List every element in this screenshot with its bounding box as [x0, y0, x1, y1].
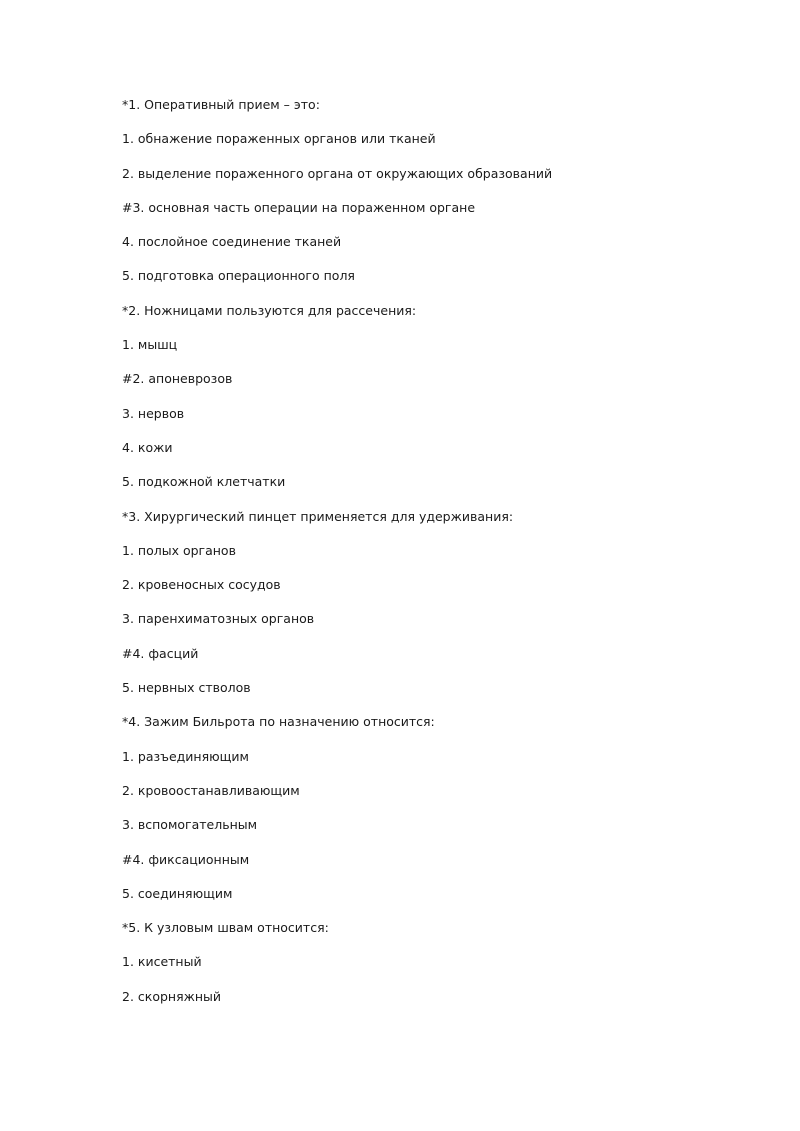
answer-option: 1. мышц [122, 337, 178, 353]
answer-option: 1. кисетный [122, 954, 202, 970]
answer-option-correct: #4. фасций [122, 645, 199, 661]
answer-option-correct: #2. апоневрозов [122, 371, 233, 387]
answer-option: 1. разъединяющим [122, 748, 249, 764]
answer-option: 2. кровоостанавливающим [122, 782, 300, 798]
answer-option: 4. послойное соединение тканей [122, 234, 342, 250]
answer-option: 2. скорняжный [122, 988, 222, 1004]
answer-option: 3. нервов [122, 405, 185, 421]
answer-option: 3. паренхиматозных органов [122, 611, 315, 627]
answer-option: 5. подкожной клетчатки [122, 474, 286, 490]
question-3: *3. Хирургический пинцет применяется для удерживания: [122, 508, 514, 524]
question-5: *5. К узловым швам относится: [122, 920, 329, 936]
question-1: *1. Оперативный прием – это: [122, 97, 320, 112]
answer-option: 2. выделение пораженного органа от окружающих образований [122, 165, 553, 181]
answer-option: 3. вспомогательным [122, 817, 258, 833]
answer-option: 1. обнажение пораженных органов или тканей [122, 131, 436, 147]
answer-option-correct: #3. основная часть операции на пораженном органе [122, 199, 476, 215]
document-body [122, 96, 762, 1022]
question-2: *2. Ножницами пользуются для рассечения: [122, 302, 417, 318]
answer-option-correct: #4. фиксационным [122, 851, 250, 867]
answer-option: 5. нервных стволов [122, 680, 251, 696]
answer-option: 5. соединяющим [122, 885, 233, 901]
answer-option: 2. кровеносных сосудов [122, 577, 281, 593]
answer-option: 4. кожи [122, 439, 173, 455]
answer-option: 5. подготовка операционного поля [122, 268, 355, 284]
question-4: *4. Зажим Бильрота по назначению относится: [122, 714, 435, 730]
answer-option: 1. полых органов [122, 542, 236, 558]
